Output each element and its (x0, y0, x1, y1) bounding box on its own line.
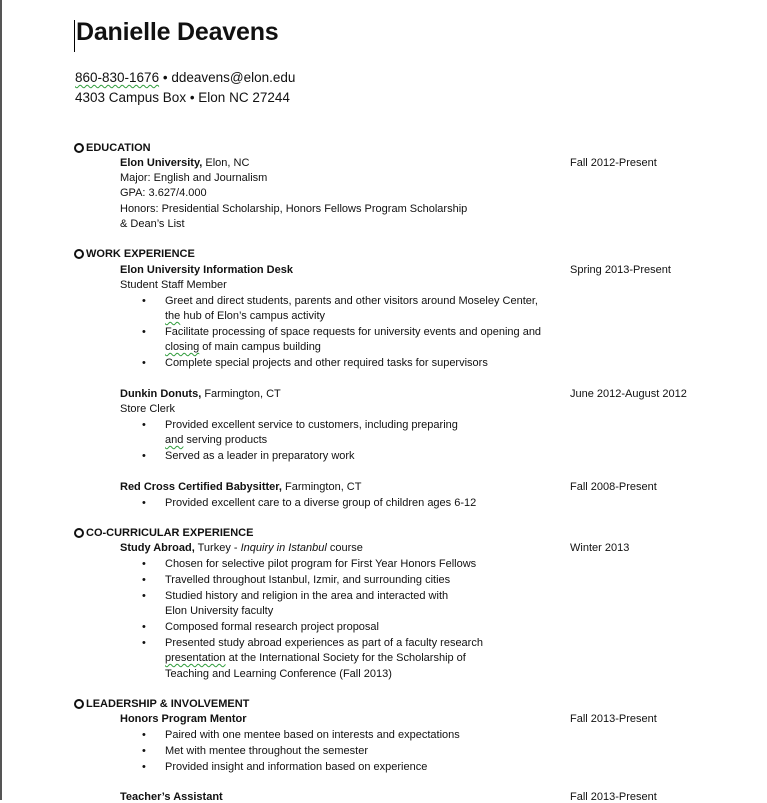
education-date[interactable]: Fall 2012-Present (570, 157, 657, 169)
bullet-icon: • (142, 745, 146, 757)
bullet-icon: • (142, 574, 146, 586)
section-bullet-icon (74, 249, 84, 259)
bullet-text-rest: of main campus building (199, 341, 321, 353)
bullet-icon: • (142, 729, 146, 741)
org-name: Elon University, (120, 157, 203, 169)
bullet-icon: • (142, 357, 146, 369)
org-name: Study Abroad, (120, 542, 195, 554)
org-location: Farmington, CT (282, 481, 362, 493)
org-location: Farmington, CT (201, 388, 281, 400)
bullet-text-rest: at the International Society for the Scholarship of (225, 652, 466, 664)
role-date[interactable]: Fall 2013-Present (570, 791, 657, 803)
education-heading[interactable] (74, 142, 151, 154)
resume-name[interactable]: Danielle Deavens (76, 18, 279, 46)
course-suffix: course (326, 542, 363, 554)
page-left-edge (0, 0, 2, 800)
contact-separator: • (162, 70, 172, 85)
bullet-icon: • (142, 637, 146, 649)
section-title: WORK EXPERIENCE (86, 248, 195, 260)
bullet-text[interactable]: Served as a leader in preparatory work (165, 450, 355, 462)
bullet-icon: • (142, 497, 146, 509)
phone-number: 860-830-1676 (75, 70, 160, 85)
bullet-text[interactable]: Facilitate processing of space requests for university events and opening and (165, 326, 542, 338)
education-line[interactable]: Honors: Presidential Scholarship, Honors Fellows Program Scholarship (120, 203, 468, 215)
role-org[interactable]: Teacher’s Assistant (120, 791, 223, 803)
work-heading[interactable] (74, 248, 195, 260)
flagged-word: the (165, 310, 181, 322)
org-location: Turkey - (194, 542, 241, 554)
bullet-text[interactable]: Met with mentee throughout the semester (165, 745, 368, 757)
bullet-text[interactable]: Provided insight and information based on experience (165, 761, 428, 773)
bullet-icon: • (142, 558, 146, 570)
org-name: Red Cross Certified Babysitter, (120, 481, 282, 493)
bullet-text[interactable]: Composed formal research project proposal (165, 621, 379, 633)
job-date[interactable]: Fall 2008-Present (570, 481, 657, 493)
bullet-text[interactable]: Presented study abroad experiences as part of a faculty research (165, 637, 483, 649)
education-line[interactable]: & Dean’s List (120, 218, 185, 230)
section-bullet-icon (74, 143, 84, 153)
education-line[interactable]: GPA: 3.627/4.000 (120, 187, 207, 199)
section-bullet-icon (74, 699, 84, 709)
bullet-icon: • (142, 761, 146, 773)
bullet-text[interactable] (165, 434, 267, 446)
role-org[interactable]: Honors Program Mentor (120, 713, 247, 725)
bullet-icon: • (142, 450, 146, 462)
bullet-text[interactable]: Provided excellent care to a diverse group of children ages 6-12 (165, 497, 477, 509)
bullet-text-rest: serving products (183, 434, 268, 446)
email-address: ddeavens@elon.edu (171, 70, 296, 85)
bullet-text[interactable]: Complete special projects and other required tasks for supervisors (165, 357, 488, 369)
bullet-text[interactable]: Travelled throughout Istanbul, Izmir, and surrounding cities (165, 574, 451, 586)
bullet-text[interactable]: Studied history and religion in the area and interacted with (165, 590, 449, 602)
bullet-text[interactable]: Chosen for selective pilot program for First Year Honors Fellows (165, 558, 477, 570)
text-cursor (74, 20, 75, 52)
flagged-word: closing (165, 341, 200, 353)
job-org[interactable]: Elon University Information Desk (120, 264, 293, 276)
education-org-line[interactable] (120, 157, 249, 169)
activity-org-line[interactable] (120, 542, 363, 554)
bullet-text[interactable]: Paired with one mentee based on interests and expectations (165, 729, 460, 741)
section-title: EDUCATION (86, 142, 151, 154)
flagged-word: and (165, 434, 184, 446)
cocurricular-heading[interactable] (74, 527, 253, 539)
bullet-icon: • (142, 295, 146, 307)
flagged-word: presentation (165, 652, 226, 664)
education-line[interactable]: Major: English and Journalism (120, 172, 268, 184)
job-date[interactable]: Spring 2013-Present (570, 264, 671, 276)
bullet-icon: • (142, 621, 146, 633)
bullet-text[interactable]: Greet and direct students, parents and other visitors around Moseley Center, (165, 295, 538, 307)
bullet-text[interactable] (165, 341, 321, 353)
bullet-text[interactable] (165, 310, 325, 322)
org-name: Dunkin Donuts, (120, 388, 202, 400)
section-title: CO-CURRICULAR EXPERIENCE (86, 527, 254, 539)
course-name: Inquiry in Istanbul (240, 542, 327, 554)
job-date[interactable]: June 2012-August 2012 (570, 388, 687, 400)
bullet-text[interactable] (165, 652, 466, 664)
bullet-text[interactable]: Provided excellent service to customers, including preparing (165, 419, 458, 431)
bullet-text[interactable]: Elon University faculty (165, 605, 274, 617)
job-org-line[interactable] (120, 481, 361, 493)
leadership-heading[interactable] (74, 698, 249, 710)
bullet-icon: • (142, 326, 146, 338)
bullet-icon: • (142, 590, 146, 602)
section-bullet-icon (74, 528, 84, 538)
bullet-text[interactable]: Teaching and Learning Conference (Fall 2013) (165, 668, 392, 680)
job-role[interactable]: Student Staff Member (120, 279, 227, 291)
address-line[interactable]: 4303 Campus Box • Elon NC 27244 (75, 90, 290, 105)
bullet-icon: • (142, 419, 146, 431)
section-title: LEADERSHIP & INVOLVEMENT (86, 698, 250, 710)
activity-date[interactable]: Winter 2013 (570, 542, 630, 554)
contact-line[interactable] (75, 70, 295, 85)
job-role[interactable]: Store Clerk (120, 403, 176, 415)
bullet-text-rest: hub of Elon’s campus activity (180, 310, 325, 322)
org-location: Elon, NC (202, 157, 250, 169)
role-date[interactable]: Fall 2013-Present (570, 713, 657, 725)
job-org-line[interactable] (120, 388, 281, 400)
